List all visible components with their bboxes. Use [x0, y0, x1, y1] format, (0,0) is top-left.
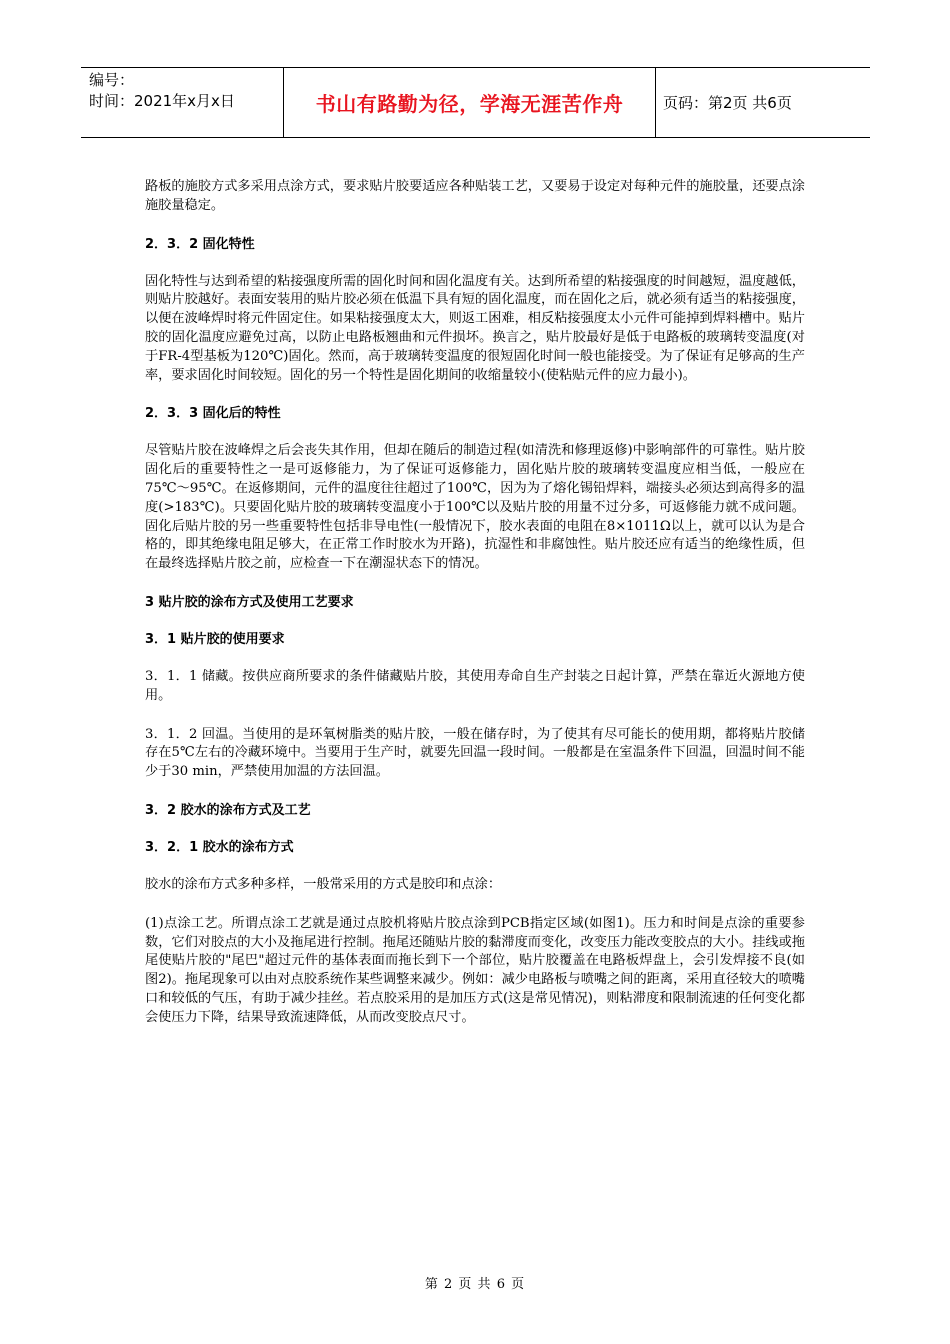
page-footer: 第 2 页 共 6 页 [424, 1277, 526, 1292]
paragraph: 尽管贴片胶在波峰焊之后会丧失其作用，但却在随后的制造过程(如清洗和修理返修)中影响部件的可靠性。贴片胶固化后的重要特性之一是可返修能力，为了保证可返修能力，固化贴片胶的玻璃转变温度应相当低，一般应在75℃～95℃。在返修期间，元件的温度往往超过了100℃，因为为了熔化锡铅焊料，端接头必须达到高得多的温度(>183℃)。只要固化贴片胶的玻璃转变温度小于100℃以及贴片胶的用量不过分多，可返修能力就不成问题。固化后贴片胶的另一些重要特性包括非导电性(一般情况下，胶水表面的电阻在8×1011Ω以上，就可以认为是合格的，即其绝缘电阻足够大，在正常工作时胶水为开路)，抗湿性和非腐蚀性。贴片胶还应有适当的绝缘性质，但在最终选择贴片胶之前，应检查一下在潮湿状态下的情况。 [145, 443, 805, 572]
header-date: 时间：2021年x月x日 [89, 92, 235, 110]
page-header [81, 67, 870, 138]
paragraph: 胶水的涂布方式多种多样，一般常采用的方式是胶印和点涂： [145, 876, 502, 892]
paragraph: 固化特性与达到希望的粘接强度所需的固化时间和固化温度有关。达到所希望的粘接强度的时间越短，温度越低，则贴片胶越好。表面安装用的贴片胶必须在低温下具有短的固化温度，而在固化之后，就必须有适当的粘接强度，以便在波峰焊时将元件固定住。如果粘接强度太大，则返工困难，相反粘接强度太小元件可能掉到焊料槽中。贴片胶的固化温度应避免过高，以防止电路板翘曲和元件损坏。换言之，贴片胶最好是低于电路板的玻璃转变温度(对于FR-4型基板为120℃)固化。然而，高于玻璃转变温度的很短固化时间一般也能接受。为了保证有足够高的生产率，要求固化时间较短。固化的另一个特性是固化期间的收缩量较小(使粘贴元件的应力最小)。 [145, 273, 805, 383]
header-meta-cell [81, 68, 284, 137]
section-heading: 3．1 贴片胶的使用要求 [145, 631, 285, 647]
paragraph: 路板的施胶方式多采用点涂方式，要求贴片胶要适应各种贴装工艺，又要易于设定对每种元件的施胶量，还要点涂施胶量稳定。 [145, 179, 805, 213]
section-heading: 3．2 胶水的涂布方式及工艺 [145, 802, 311, 818]
section-heading: 3 贴片胶的涂布方式及使用工艺要求 [145, 594, 354, 610]
paragraph: 3．1．1 储藏。按供应商所要求的条件储藏贴片胶，其使用寿命自生产封装之日起计算，严禁在靠近火源地方使用。 [145, 668, 805, 703]
paragraph: (1)点涂工艺。所谓点涂工艺就是通过点胶机将贴片胶点涂到PCB指定区域(如图1)。压力和时间是点涂的重要参数，它们对胶点的大小及拖尾进行控制。拖尾还随贴片胶的黏滞度而变化，改变压力能改变胶点的大小。挂线或拖尾使贴片胶的"尾巴"超过元件的基体表面而拖长到下一个部位，贴片胶覆盖在电路板焊盘上，会引发焊接不良(如图2)。拖尾现象可以由对点胶系统作某些调整来减少。例如：减少电路板与喷嘴之间的距离，采用直径较大的喷嘴口和较低的气压，有助于减少挂丝。若点胶采用的是加压方式(这是常见情况)，则粘滞度和限制流速的任何变化都会使压力下降，结果导致流速降低，从而改变胶点尺寸。 [145, 915, 805, 1025]
header-motto: 书山有路勤为径，学海无涯苦作舟 [284, 68, 656, 137]
header-number: 编号： [89, 71, 135, 89]
header-page-number: 页码：第2页 共6页 [663, 94, 792, 112]
section-heading: 3．2．1 胶水的涂布方式 [145, 839, 294, 855]
section-heading: 2．3．2 固化特性 [145, 236, 255, 252]
section-heading: 2．3．3 固化后的特性 [145, 406, 281, 422]
document-body [145, 178, 805, 1048]
paragraph: 3．1．2 回温。当使用的是环氧树脂类的贴片胶，一般在储存时，为了使其有尽可能长的使用期，都将贴片胶储存在5℃左右的冷藏环境中。当要用于生产时，就要先回温一段时间。一般都是在室温条件下回温，回温时间不能少于30 min，严禁使用加温的方法回温。 [145, 726, 805, 780]
